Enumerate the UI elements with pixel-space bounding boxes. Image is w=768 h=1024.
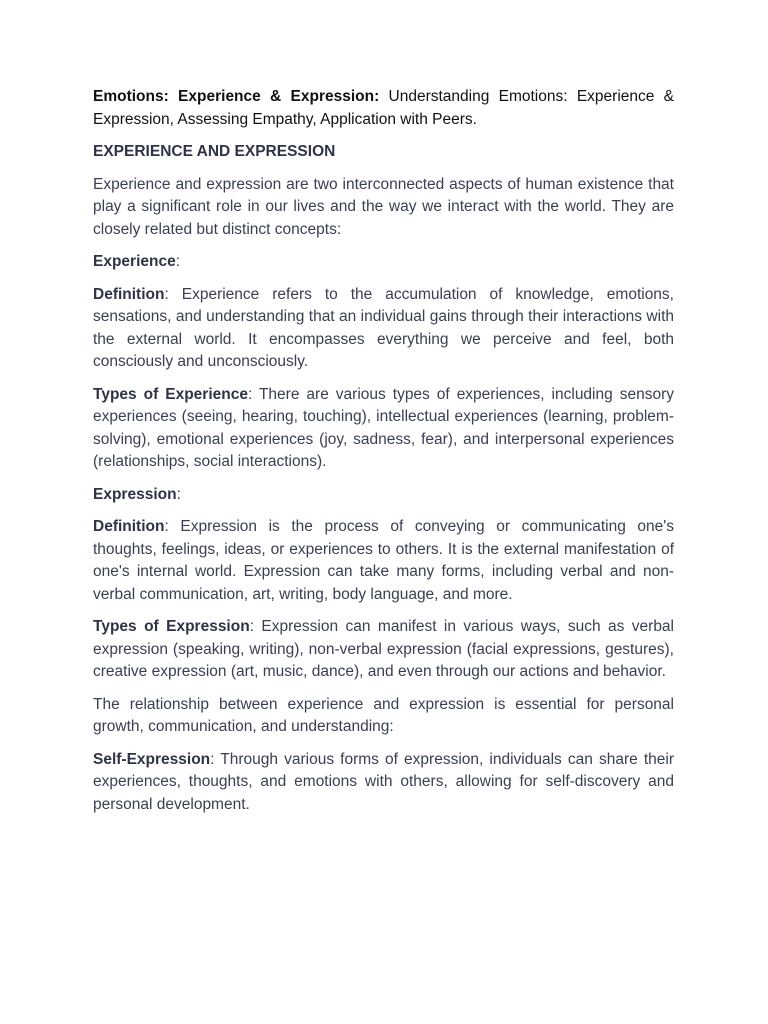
self-expression-label: Self-Expression	[93, 750, 211, 768]
experience-types-text: : There are various types of experiences, including sensory experiences (seeing, hearing, touching), intellectual experiences (learning, problem-solving), emotional experiences (joy, sadness, fear), and interpersonal experiences (relationships, social interactions).	[93, 385, 674, 470]
experience-heading-colon: :	[175, 253, 181, 270]
self-expression-text: : Through various forms of expression, individuals can share their experiences, thoughts, and emotions with others, allowing for self-discovery and personal development.	[93, 750, 674, 813]
expression-definition-paragraph	[93, 516, 674, 606]
intro-paragraph	[93, 86, 674, 131]
experience-definition-paragraph	[93, 284, 674, 374]
section-heading: EXPERIENCE AND EXPRESSION	[93, 143, 336, 160]
expression-definition-text: : Expression is the process of conveying or communicating one's thoughts, feelings, ideas, or experiences to others. It is the external manifestation of one's internal world. Expression can take many forms, including verbal and non-verbal communication, art, writing, body language, and more.	[93, 518, 674, 603]
expression-definition-label: Definition	[93, 518, 165, 535]
experience-definition-text: : Experience refers to the accumulation of knowledge, emotions, sensations, and understanding that an individual gains through their interactions with the external world. It encompasses everything we perceive and feel, both consciously and unconsciously.	[93, 285, 674, 370]
experience-types-paragraph	[93, 384, 674, 474]
expression-types-paragraph	[93, 616, 674, 684]
intro-title: Emotions: Experience & Expression:	[93, 88, 380, 105]
experience-definition-label: Definition	[93, 285, 165, 303]
experience-types-label: Types of Experience	[93, 385, 248, 403]
expression-types-label: Types of Expression	[93, 618, 250, 635]
overview-paragraph: Experience and expression are two interconnected aspects of human existence that play a significant role in our lives and the way we interact with the world. They are closely related but distinct concepts:	[93, 175, 674, 238]
relationship-paragraph: The relationship between experience and expression is essential for personal growth, communication, and understanding:	[93, 695, 674, 735]
expression-heading-paragraph	[93, 484, 674, 507]
document-page	[93, 86, 674, 826]
experience-heading-paragraph	[93, 251, 674, 274]
self-expression-paragraph	[93, 749, 674, 817]
expression-heading-colon: :	[176, 485, 181, 503]
experience-heading: Experience	[93, 253, 176, 270]
intro-text: Understanding Emotions: Experience & Expression, Assessing Empathy, Application with Peers.	[93, 88, 674, 128]
expression-types-text: : Expression can manifest in various ways, such as verbal expression (speaking, writing), non-verbal expression (facial expressions, gestures), creative expression (art, music, dance), and even through our actions and behavior.	[93, 618, 674, 680]
expression-heading: Expression	[93, 485, 177, 503]
